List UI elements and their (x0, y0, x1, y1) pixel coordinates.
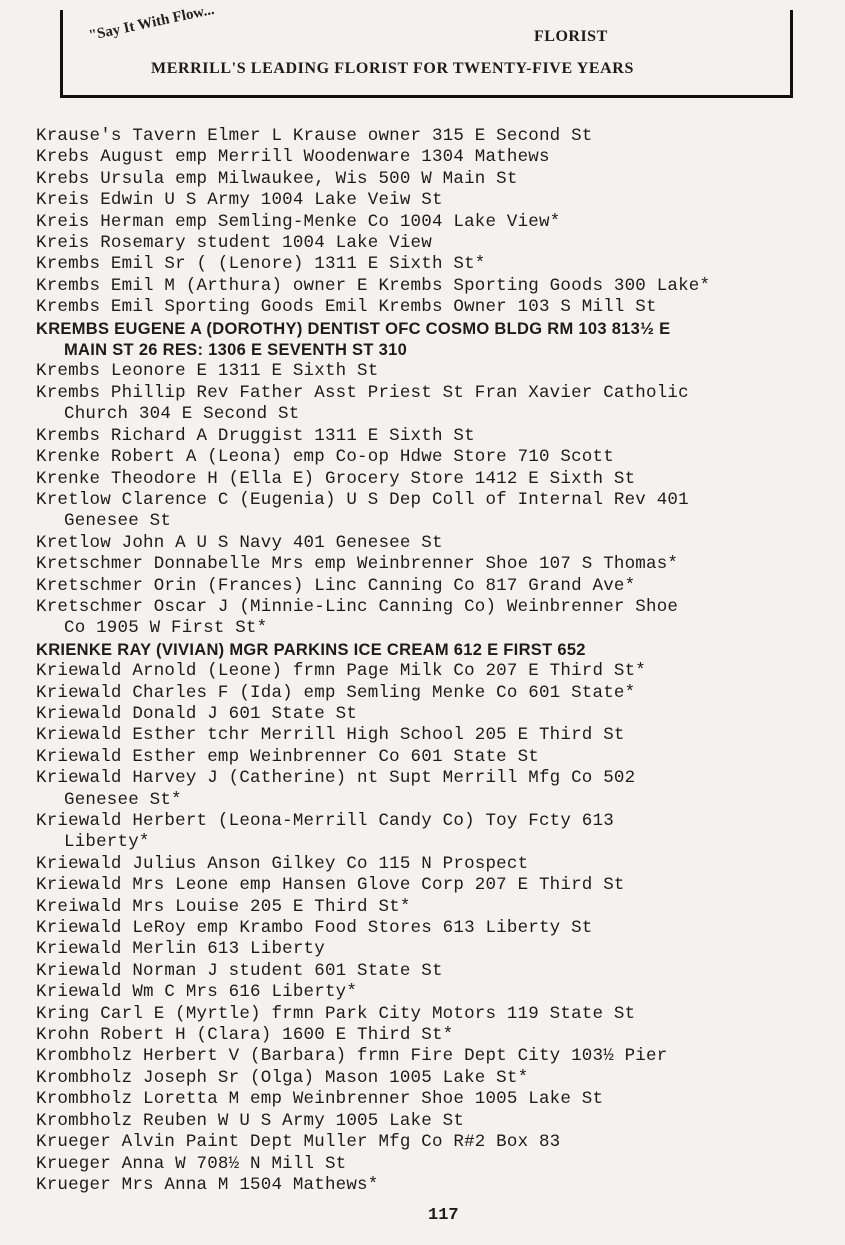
directory-entry (36, 704, 816, 725)
page-number: 117 (428, 1206, 459, 1225)
directory-entry (36, 1004, 816, 1025)
entry-text: Krenke Theodore H (Ella E) Grocery Store 1412 E Sixth St (36, 468, 636, 489)
entry-text: Kretlow John A U S Navy 401 Genesee St (36, 532, 443, 553)
directory-entry (36, 747, 816, 768)
entry-text: Kretschmer Donnabelle Mrs emp Weinbrenner Shoe 107 S Thomas* (36, 554, 679, 575)
entry-text: Kretschmer Orin (Frances) Linc Canning Co 817 Grand Ave* (36, 575, 636, 596)
entry-text: Krembs Leonore E 1311 E Sixth St (36, 361, 379, 382)
directory-entry (36, 1175, 816, 1196)
entry-text: Kreis Herman emp Semling-Menke Co 1004 Lake View* (36, 211, 561, 232)
directory-entry (36, 640, 816, 661)
entry-text: Kriewald Esther tchr Merrill High School 205 E Third St (36, 725, 625, 746)
directory-entry (36, 1089, 816, 1110)
entry-text: Kretlow Clarence C (Eugenia) U S Dep Coll of Internal Rev 401 (36, 489, 689, 510)
directory-entry (36, 212, 816, 233)
directory-entry (36, 426, 816, 447)
directory-entry (36, 147, 816, 168)
directory-entry (36, 533, 816, 554)
directory-entry (36, 661, 816, 682)
directory-entry (36, 361, 816, 382)
entry-text: KRIENKE RAY (VIVIAN) MGR PARKINS ICE CREAM 612 E FIRST 652 (36, 640, 586, 659)
entry-text: Krause's Tavern Elmer L Krause owner 315 E Second St (36, 126, 593, 146)
directory-entry (36, 190, 816, 211)
directory-entry (36, 1154, 816, 1175)
directory-entry (36, 126, 816, 147)
directory-entry (36, 447, 816, 468)
florist-advertisement (60, 1, 793, 98)
entry-text: Krohn Robert H (Clara) 1600 E Third St* (36, 1025, 454, 1046)
directory-entry (36, 811, 816, 854)
directory-entry (36, 319, 816, 362)
entry-text: Krembs Emil M (Arthura) owner E Krembs Sporting Goods 300 Lake* (36, 275, 711, 296)
directory-entry (36, 768, 816, 811)
directory-entry (36, 383, 816, 426)
entry-text: Krembs Emil Sr ( (Lenore) 1311 E Sixth St* (36, 254, 486, 275)
ad-slogan: "Say It With Flow... (87, 1, 216, 45)
entry-continuation: Genesee St* (64, 789, 182, 810)
ad-category: FLORIST (534, 28, 608, 45)
entry-text: Krueger Alvin Paint Dept Muller Mfg Co R#2 Box 83 (36, 1132, 561, 1153)
entry-continuation: Liberty* (64, 832, 150, 853)
entry-text: Kriewald LeRoy emp Krambo Food Stores 613 Liberty St (36, 918, 593, 939)
directory-entry (36, 297, 816, 318)
directory-entry (36, 554, 816, 575)
ad-headline: MERRILL'S LEADING FLORIST FOR TWENTY-FIVE YEARS (151, 60, 634, 77)
entry-text: Kriewald Herbert (Leona-Merrill Candy Co) Toy Fcty 613 (36, 811, 614, 831)
directory-entry (36, 1111, 816, 1132)
entry-text: Kriewald Wm C Mrs 616 Liberty* (36, 982, 358, 1003)
directory-entry (36, 276, 816, 297)
entry-text: Kriewald Mrs Leone emp Hansen Glove Corp 207 E Third St (36, 875, 625, 896)
entry-text: Krueger Mrs Anna M 1504 Mathews* (36, 1174, 379, 1195)
entry-text: Kreiwald Mrs Louise 205 E Third St* (36, 896, 411, 917)
entry-text: Krebs Ursula emp Milwaukee, Wis 500 W Main St (36, 168, 518, 189)
entry-text: Kriewald Arnold (Leone) frmn Page Milk Co 207 E Third St* (36, 661, 646, 682)
directory-entry (36, 683, 816, 704)
entry-text: Kriewald Merlin 613 Liberty (36, 939, 325, 960)
directory-listings (36, 126, 816, 1196)
entry-text: Kretschmer Oscar J (Minnie-Linc Canning Co) Weinbrenner Shoe (36, 596, 679, 617)
directory-entry (36, 169, 816, 190)
entry-text: Krembs Emil Sporting Goods Emil Krembs Owner 103 S Mill St (36, 297, 657, 318)
directory-entry (36, 939, 816, 960)
entry-continuation: MAIN ST 26 RES: 1306 E SEVENTH ST 310 (64, 341, 408, 360)
entry-continuation: Co 1905 W First St* (64, 618, 268, 639)
directory-entry (36, 490, 816, 533)
entry-text: Krueger Anna W 708½ N Mill St (36, 1153, 347, 1174)
directory-entry (36, 725, 816, 746)
directory-entry (36, 597, 816, 640)
directory-entry (36, 576, 816, 597)
entry-text: Kriewald Norman J student 601 State St (36, 960, 443, 981)
directory-entry (36, 961, 816, 982)
directory-entry (36, 918, 816, 939)
entry-text: Kriewald Esther emp Weinbrenner Co 601 State St (36, 746, 539, 767)
directory-entry (36, 1046, 816, 1067)
entry-continuation: Church 304 E Second St (64, 404, 300, 425)
entry-text: Krombholz Loretta M emp Weinbrenner Shoe 1005 Lake St (36, 1089, 604, 1110)
directory-entry (36, 897, 816, 918)
entry-text: Kreis Edwin U S Army 1004 Lake Veiw St (36, 190, 443, 211)
directory-entry (36, 1025, 816, 1046)
directory-entry (36, 875, 816, 896)
entry-text: Kreis Rosemary student 1004 Lake View (36, 233, 432, 254)
entry-text: KREMBS EUGENE A (DOROTHY) DENTIST OFC COSMO BLDG RM 103 813½ E (36, 319, 671, 338)
entry-text: Kriewald Donald J 601 State St (36, 703, 358, 724)
entry-text: Kriewald Charles F (Ida) emp Semling Menke Co 601 State* (36, 682, 636, 703)
entry-text: Krombholz Herbert V (Barbara) frmn Fire Dept City 103½ Pier (36, 1046, 668, 1067)
entry-text: Kriewald Julius Anson Gilkey Co 115 N Prospect (36, 853, 529, 874)
directory-entry (36, 1132, 816, 1153)
directory-entry (36, 854, 816, 875)
entry-text: Krembs Phillip Rev Father Asst Priest St Fran Xavier Catholic (36, 382, 689, 403)
entry-text: Krenke Robert A (Leona) emp Co-op Hdwe Store 710 Scott (36, 447, 614, 468)
entry-text: Krombholz Joseph Sr (Olga) Mason 1005 Lake St* (36, 1067, 529, 1088)
entry-text: Krembs Richard A Druggist 1311 E Sixth St (36, 425, 475, 446)
directory-entry (36, 1068, 816, 1089)
directory-entry (36, 254, 816, 275)
directory-entry (36, 469, 816, 490)
entry-text: Kring Carl E (Myrtle) frmn Park City Motors 119 State St (36, 1003, 636, 1024)
entry-text: Kriewald Harvey J (Catherine) nt Supt Merrill Mfg Co 502 (36, 768, 636, 789)
directory-entry (36, 233, 816, 254)
entry-text: Krebs August emp Merrill Woodenware 1304 Mathews (36, 147, 550, 168)
entry-continuation: Genesee St (64, 511, 172, 532)
directory-entry (36, 982, 816, 1003)
entry-text: Krombholz Reuben W U S Army 1005 Lake St (36, 1110, 465, 1131)
